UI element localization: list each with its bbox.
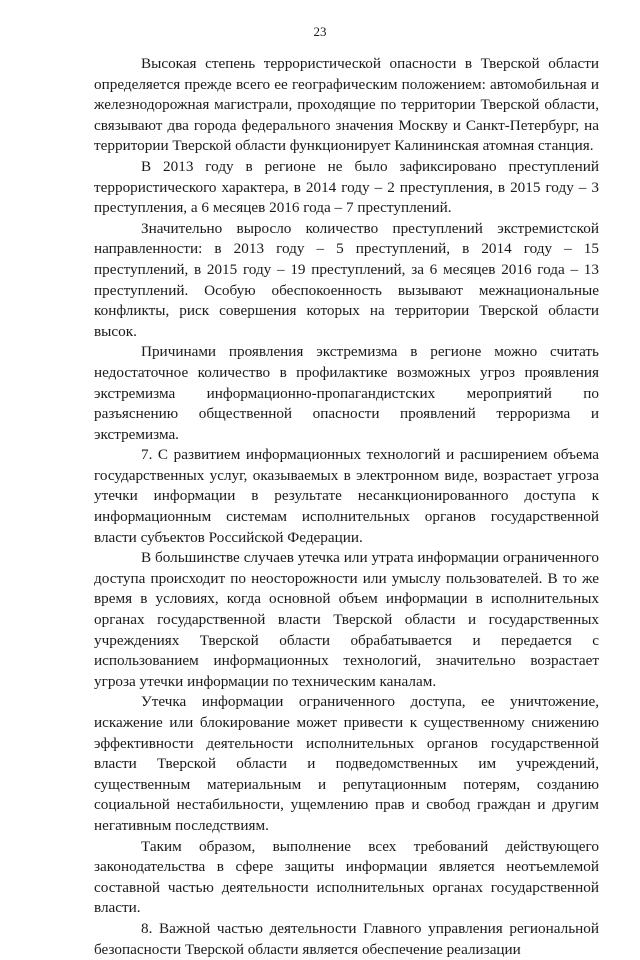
paragraph-item-8: 8. Важной частью деятельности Главного управления региональной безопасности Тверской области является обеспечение реализации xyxy=(94,919,599,958)
paragraph-leak-consequences: Утечка информации ограниченного доступа, ее уничтожение, искажение или блокирование может привести к существенному снижению эффективности деятельности исполнительных органов государственной власти Тверской области и подведомственных им учреждений, существенным материальным и репутационным потерям, созданию социальной нестабильности, ущемлению прав и свобод граждан и другим негативным последствиям. xyxy=(94,693,599,834)
paragraph-geography: Высокая степень террористической опасности в Тверской области определяется прежде всего ее географическим положением: автомобильная и железнодорожная магистрали, проходящие по территории Тверской области, связывают два города федерального значения Москву и Санкт-Петербург, на территории Тверской области функционирует Калининская атомная станция. xyxy=(94,55,599,155)
paragraph-item-7: 7. С развитием информационных технологий и расширением объема государственных услуг, оказываемых в электронном виде, возрастает угроза утечки информации в результате несанкционированного доступа к информационным системам исполнительных органов государственной власти субъектов Российской Федерации. xyxy=(94,446,599,546)
paragraph-terrorism-stats: В 2013 году в регионе не было зафиксировано преступлений террористического характера, в 2014 году – 2 преступления, в 2015 году – 3 преступления, а 6 месяцев 2016 года – 7 преступлений. xyxy=(94,157,599,217)
paragraph-extremism-stats: Значительно выросло количество преступлений экстремистской направленности: в 2013 году – 5 преступлений, в 2014 году – 15 преступлений, в 2015 году – 19 преступлений, за 6 месяцев 2016 года – 13 преступлений. Особую обеспокоенность вызывают межнациональные конфликты, риск совершения которых на территории Тверской области высок. xyxy=(94,219,599,340)
paragraph-conclusion: Таким образом, выполнение всех требований действующего законодательства в сфере защиты информации является неотъемлемой составной частью деятельности исполнительных органах государственной власти. xyxy=(94,837,599,917)
paragraph-extremism-causes: Причинами проявления экстремизма в регионе можно считать недостаточное количество в профилактике возможных угроз проявления экстремизма информационно-пропагандистских мероприятий по разъяснению общественной опасности проявлений терроризма и экстремизма. xyxy=(94,343,599,443)
paragraph-information-leaks: В большинстве случаев утечка или утрата информации ограниченного доступа происходит по неосторожности или умыслу пользователей. В то же время в условиях, когда основной объем информации в исполнительных органах государственной власти Тверской области и государственных учреждениях Тверской области обрабатывается и передается с использованием информационных технологий, значительно возрастает угроза утечки информации по техническим каналам. xyxy=(94,549,599,690)
body-text xyxy=(94,54,599,960)
page-number: 23 xyxy=(313,24,327,39)
